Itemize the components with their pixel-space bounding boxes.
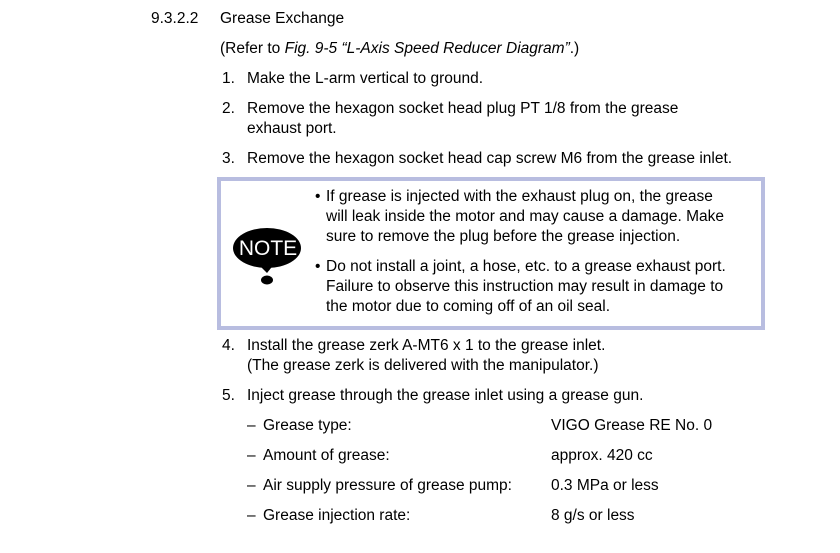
spec-label: Air supply pressure of grease pump:: [263, 477, 512, 494]
step-number: 2.: [222, 100, 235, 117]
note-line: will leak inside the motor and may cause a damage. Make: [326, 208, 725, 225]
section-title: Grease Exchange: [220, 10, 345, 27]
step-number: 3.: [222, 150, 235, 167]
step-text: Remove the hexagon socket head plug PT 1/8 from the grease: [247, 100, 679, 117]
spec-label: Grease injection rate:: [263, 507, 411, 524]
spec-value: 0.3 MPa or less: [551, 477, 659, 494]
step-text: Remove the hexagon socket head cap screw M6 from the grease inlet.: [247, 150, 733, 167]
step-number: 1.: [222, 70, 235, 87]
ref-prefix: (Refer to: [220, 40, 285, 57]
step-text: Make the L-arm vertical to ground.: [247, 70, 484, 87]
bullet: •: [315, 188, 321, 205]
note-line: Do not install a joint, a hose, etc. to a grease exhaust port.: [326, 258, 726, 275]
spec-label: Amount of grease:: [263, 447, 390, 464]
spec-dash: –: [247, 417, 256, 434]
note-label: NOTE: [238, 237, 298, 260]
step-text: (The grease zerk is delivered with the manipulator.): [247, 357, 599, 374]
note-icon: [233, 227, 303, 287]
note-line: sure to remove the plug before the grease injection.: [326, 228, 681, 245]
note-line: Failure to observe this instruction may result in damage to: [326, 278, 724, 295]
spec-label: Grease type:: [263, 417, 352, 434]
spec-value: 8 g/s or less: [551, 507, 635, 524]
spec-dash: –: [247, 477, 256, 494]
note-box: [217, 177, 765, 330]
step-number: 4.: [222, 337, 235, 354]
step-text: exhaust port.: [247, 120, 337, 137]
spec-value: VIGO Grease RE No. 0: [551, 417, 713, 434]
spec-dash: –: [247, 507, 256, 524]
spec-dash: –: [247, 447, 256, 464]
note-line: the motor due to coming off of an oil seal.: [326, 298, 611, 315]
figure-reference: [220, 39, 579, 59]
note-line: If grease is injected with the exhaust plug on, the grease: [326, 188, 713, 205]
step-text: Inject grease through the grease inlet using a grease gun.: [247, 387, 644, 404]
ref-figure-link: Fig. 9-5 “L-Axis Speed Reducer Diagram”: [284, 40, 570, 57]
step-number: 5.: [222, 387, 235, 404]
bullet: •: [315, 258, 321, 275]
step-text: Install the grease zerk A-MT6 x 1 to the grease inlet.: [247, 337, 606, 354]
ref-suffix: .): [569, 40, 580, 57]
section-number: 9.3.2.2: [151, 10, 199, 27]
spec-value: approx. 420 cc: [551, 447, 653, 464]
